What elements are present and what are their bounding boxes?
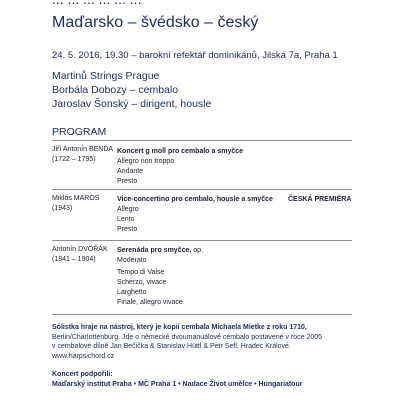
piece-movement: Tempo di Valse xyxy=(117,269,165,276)
divider xyxy=(52,240,352,241)
piece-title: Koncert g moll pro cembalo a smyčce xyxy=(117,148,244,155)
piece-composer-years: (1841 – 1904) xyxy=(52,256,96,263)
performer-soloist: Borbála Dobozy – cembalo xyxy=(52,84,179,96)
piece-movement: Allegro non troppo xyxy=(117,158,175,165)
piece-title-suffix: op. xyxy=(191,247,204,254)
website-link[interactable]: www.harpsichord.cz xyxy=(52,353,115,360)
piece-movement: Scherzo, vivace xyxy=(117,279,167,286)
piece-composer: Jiří Antonín BENDA xyxy=(52,146,114,153)
divider xyxy=(52,314,352,315)
piece-composer: Antonín DVOŘÁK xyxy=(52,246,108,253)
piece-movement: Lento xyxy=(117,216,135,223)
page-title: Maďarsko – švédsko – český xyxy=(52,14,259,31)
piece-movement: Presto xyxy=(117,226,138,233)
piece-composer-years: (1722 – 1795) xyxy=(52,156,96,163)
piece-movement: Andante xyxy=(117,168,144,175)
piece-movement: Moderato xyxy=(117,257,147,264)
piece-movement: Larghetto xyxy=(117,289,147,296)
piece-composer-years: (1943) xyxy=(52,205,73,212)
piece-title-line xyxy=(117,247,203,254)
event-date-venue: 24. 5. 2016, 19.30 – barokní refektář dominikánů, Jilská 7a, Praha 1 xyxy=(52,50,338,61)
header-top-line xyxy=(52,0,141,7)
instrument-note-line: Sólistka hraje na nástroj, který je kopií cembala Michaela Mietke z roku 1710, xyxy=(52,324,307,331)
piece-title: Serenáda pro smyčce, xyxy=(117,247,192,254)
instrument-note-line: Berlin/Charlottenburg. Jde o německé dvoumanuálové cembalo postavené v roce 2005 xyxy=(52,334,323,341)
program-heading: PROGRAM xyxy=(52,126,107,138)
divider xyxy=(52,189,352,190)
sponsors-heading: Koncert podpořili: xyxy=(52,371,113,378)
premiere-badge: ČESKÁ PREMIÉRA xyxy=(288,196,352,203)
piece-composer: Miklós MAROS xyxy=(52,195,100,202)
sponsors-list: Maďarský institut Praha • MČ Praha 1 • Nadace Život umělce • Hungariatour xyxy=(52,381,303,388)
piece-title: Vice-concertino pro cembalo, housle a smyčce xyxy=(117,196,273,203)
divider xyxy=(52,140,352,141)
piece-movement: Presto xyxy=(117,178,138,185)
instrument-note-line: v cembalové dílně Jan Bečička & Stanislav Hüttl & Petr Šefl, Hradec Králové. xyxy=(52,343,291,350)
performer-ensemble: Martinů Strings Prague xyxy=(52,70,160,82)
piece-movement: Finale, allegro vivace xyxy=(117,299,183,306)
piece-movement: Allegro xyxy=(117,206,139,213)
performer-conductor: Jaroslav Šonský – dirigent, housle xyxy=(52,98,212,110)
